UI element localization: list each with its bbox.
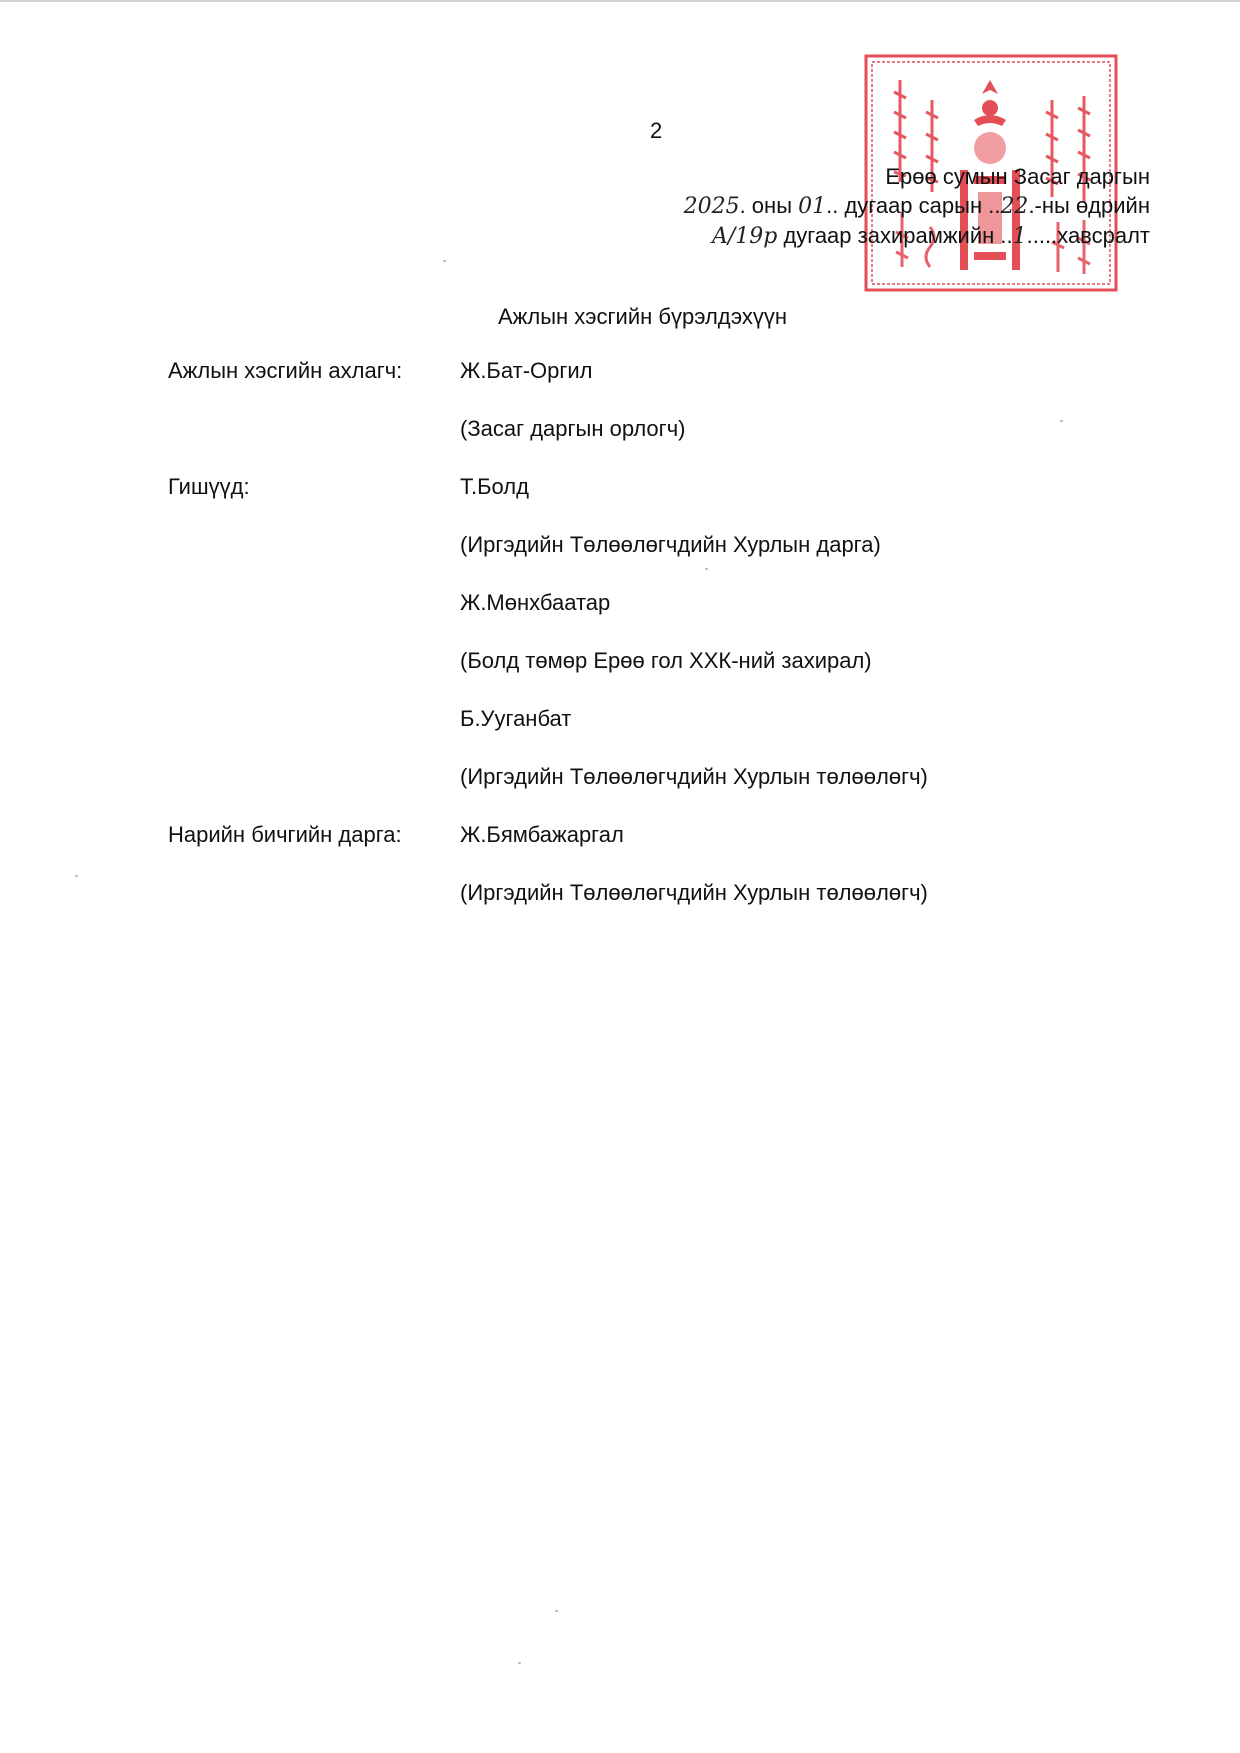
roster-row [168,822,1068,852]
scan-speck [75,875,78,877]
header-line-1: Ерөө сумын Засаг даргын [885,164,1150,189]
roster-value: (Иргэдийн Төлөөлөгчдийн Хурлын төлөөлөгч) [460,764,928,789]
page-number: 2 [650,118,663,143]
roster-row [168,590,1068,620]
roster-row [168,358,1068,388]
handwritten-day: 22 [1000,194,1029,219]
header-line-2-text-c: .-ны өдрийн [1028,193,1150,218]
roster-role: Гишүүд: [168,474,250,499]
handwritten-month: 01 [798,194,827,219]
handwritten-year: 2025 [683,194,740,219]
roster-value: (Иргэдийн Төлөөлөгчдийн Хурлын төлөөлөгч) [460,880,928,905]
roster-value: Ж.Мөнхбаатар [460,590,611,615]
roster-role: Нарийн бичгийн дарга: [168,822,402,847]
roster-value: Ж.Бат-Оргил [460,358,593,383]
header-line-3-text-b: .....хавсралт [1026,223,1150,248]
roster-value: (Иргэдийн Төлөөлөгчдийн Хурлын дарга) [460,532,881,557]
roster-role: Ажлын хэсгийн ахлагч: [168,358,403,383]
scan-speck [1060,420,1063,422]
scan-speck [705,568,708,570]
roster-value: (Болд төмөр Ерөө гол ХХК-ний захирал) [460,648,872,673]
roster-row [168,880,1068,910]
roster-row [168,474,1068,504]
roster-row [168,532,1068,562]
attachment-header [684,162,1150,251]
scan-speck [518,1662,521,1664]
header-line-2-text-b: .. дугаар сарын .. [826,193,1001,218]
handwritten-attachment-number: 1 [1012,224,1027,249]
roster-value: Б.Ууганбат [460,706,572,731]
header-line-2 [684,191,1150,221]
document-title: Ажлын хэсгийн бүрэлдэхүүн [498,304,788,329]
header-line-3-text-a: дугаар захирамжийн .. [777,223,1013,248]
handwritten-order-number: A/19р [711,224,778,249]
scan-speck [555,1610,558,1612]
roster-row [168,706,1068,736]
header-line-2-text-a: . оны [739,193,792,218]
roster-row [168,648,1068,678]
roster-value: (Засаг даргын орлогч) [460,416,686,441]
roster-row [168,416,1068,446]
header-line-3 [684,221,1150,251]
roster-value: Т.Болд [460,474,529,499]
scan-speck [443,260,446,262]
roster-row [168,764,1068,794]
roster-value: Ж.Бямбажаргал [460,822,624,847]
